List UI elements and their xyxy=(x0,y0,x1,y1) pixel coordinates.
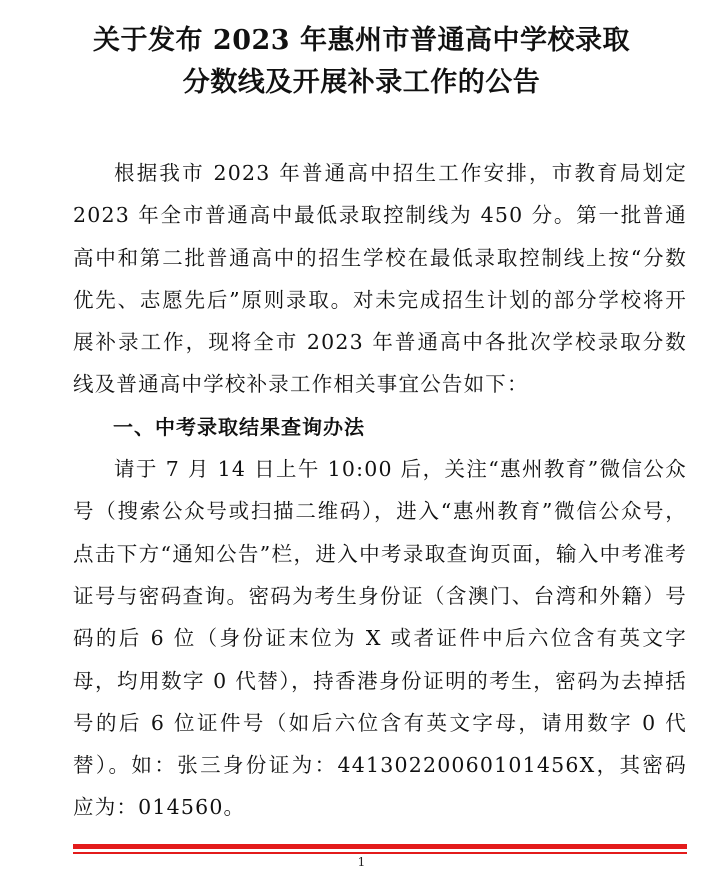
page-number: 1 xyxy=(357,855,366,869)
query-method-paragraph: 请于 7 月 14 日上午 10:00 后，关注“惠州教育”微信公众号（搜索公众号或扫描二维码），进入“惠州教育”微信公众号，点击下方“通知公告”栏，进入中考录取查询页面，输入中考准考证号与密码查询。密码为考生身份证（含澳门、台湾和外籍）号码的后 6 位（身份证末位为 X 或者证件中后六位含有英文字母，均用数字 0 代替），持香港身份证明的考生，密码为去掉括号的后 6 位证件号（如后六位含有英文字母，请用数字 0 代替）。如：张三身份证为：44130220060101456X，其密码应为：014560。 xyxy=(73,457,687,820)
footer-red-rule-thin xyxy=(73,852,687,854)
intro-paragraph: 根据我市 2023 年普通高中招生工作安排，市教育局划定 2023 年全市普通高中最低录取控制线为 450 分。第一批普通高中和第二批普通高中的招生学校在最低录取控制线上按“分数优先、志愿先后”原则录取。对未完成招生计划的部分学校将开展补录工作，现将全市 2023 年普通高中各批次学校录取分数线及普通高中学校补录工作相关事宜公告如下： xyxy=(73,161,687,397)
document-body xyxy=(73,152,687,829)
document-title-line-1: 关于发布 2023 年惠州市普通高中学校录取 xyxy=(93,25,630,56)
section-heading-query-method: 一、中考录取结果查询办法 xyxy=(113,414,365,439)
footer-red-rule-thick xyxy=(73,844,687,849)
document-title-line-2: 分数线及开展补录工作的公告 xyxy=(182,67,541,98)
